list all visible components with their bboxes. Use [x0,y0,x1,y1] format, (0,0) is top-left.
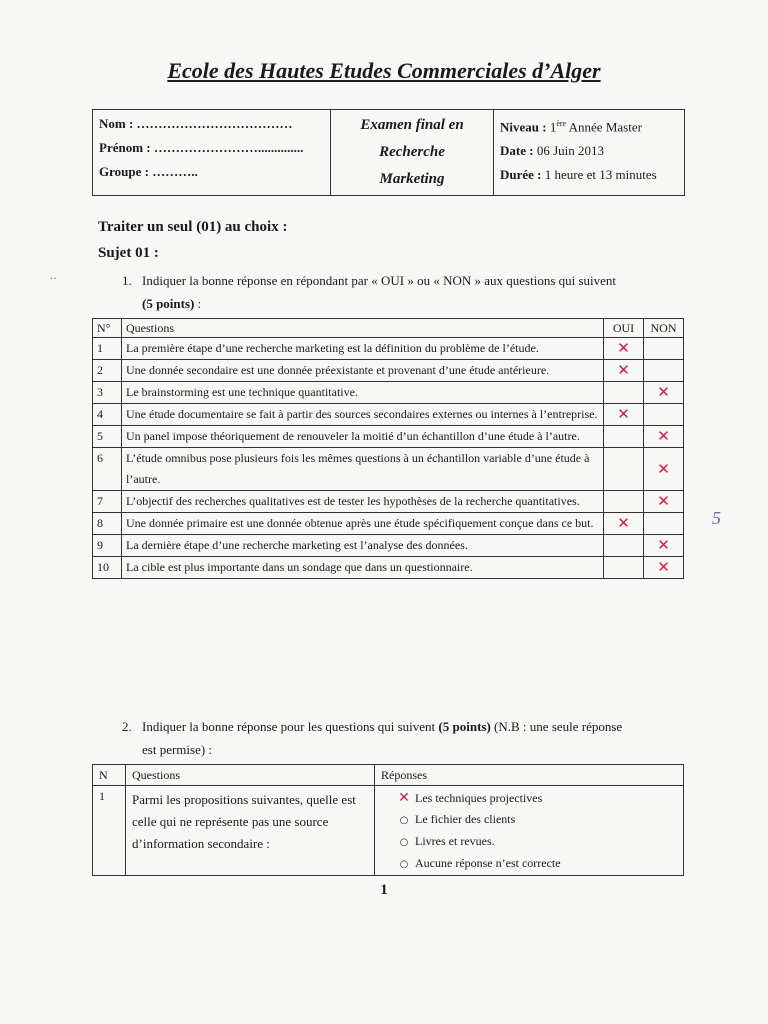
radio-circle-icon[interactable]: ○ [399,859,409,870]
col-header-number: N° [93,319,122,338]
niveau-line: Niveau : 1ère Année Master [500,119,642,135]
row-question: Une étude documentaire se fait à partir des sources secondaires externes ou internes à l’entreprise. [122,404,604,426]
oui-checkbox[interactable] [604,448,644,491]
row-number: 5 [93,426,122,448]
row-question: L’objectif des recherches qualitatives est de tester les hypothèses de la recherche quantitatives. [122,491,604,513]
non-checkbox[interactable]: ✕ [644,382,684,404]
row-question: Une donnée primaire est une donnée obtenue après une étude spécifiquement conçue dans ce but. [122,513,604,535]
row-number: 8 [93,513,122,535]
mcq-options [375,786,684,876]
subject-heading: Sujet 01 : [98,245,159,261]
non-checkbox[interactable]: ✕ [644,557,684,579]
radio-circle-icon[interactable]: ○ [399,815,409,826]
row-number: 1 [93,338,122,360]
row-question: La première étape d’une recherche marketing est la définition du problème de l’étude. [122,338,604,360]
table-row [93,557,684,579]
oui-checkbox[interactable] [604,382,644,404]
table-row [93,535,684,557]
row-number: 10 [93,557,122,579]
margin-dots: ·· [50,274,57,285]
table-row [93,404,684,426]
oui-checkbox[interactable]: ✕ [604,404,644,426]
option-item[interactable] [393,788,677,809]
row-question: La cible est plus importante dans un sondage que dans un questionnaire. [122,557,604,579]
groupe-field: Groupe : ……….. [99,164,198,179]
prenom-field: Prénom : …………………….............. [99,140,304,155]
table-row [93,491,684,513]
table-row [93,448,684,491]
page-title: Ecole des Hautes Etudes Commerciales d’Alger [167,58,601,83]
table-row [93,382,684,404]
option-label: Livres et revues. [415,834,495,848]
option-label: Les techniques projectives [415,791,543,805]
row-question: L’étude omnibus pose plusieurs fois les mêmes questions à un échantillon variable d’une étude à l’autre. [122,448,604,491]
question-1-prompt: 1. Indiquer la bonne réponse en répondant par « OUI » ou « NON » aux questions qui suivent [122,273,617,288]
non-checkbox[interactable] [644,360,684,382]
question-2-prompt: 2. Indiquer la bonne réponse pour les questions qui suivent (5 points) (N.B : une seule réponse [122,719,623,734]
col-header-questions: Questions [122,319,604,338]
non-checkbox[interactable] [644,404,684,426]
question-2-prompt-cont: est permise) : [142,742,213,757]
oui-checkbox[interactable] [604,535,644,557]
oui-checkbox[interactable] [604,426,644,448]
option-label: Le fichier des clients [415,812,516,826]
non-checkbox[interactable]: ✕ [644,426,684,448]
margin-grade-note: 5 [712,508,721,528]
table-row [93,786,684,876]
row-number: 7 [93,491,122,513]
exam-title-line2: Recherche [379,144,445,160]
radio-circle-icon[interactable]: ○ [399,837,409,848]
oui-checkbox[interactable]: ✕ [604,360,644,382]
exam-header-table [92,109,685,196]
table-row [93,426,684,448]
non-checkbox[interactable]: ✕ [644,448,684,491]
mcq-table-header [93,765,684,786]
option-item[interactable] [393,809,677,831]
oui-checkbox[interactable] [604,491,644,513]
mcq-col-questions: Questions [126,765,375,786]
row-number: 6 [93,448,122,491]
oui-checkbox[interactable] [604,557,644,579]
duree-line: Durée : 1 heure et 13 minutes [500,167,657,183]
table-row [93,338,684,360]
option-item[interactable] [393,831,677,853]
option-item[interactable] [393,853,677,875]
row-question: Une donnée secondaire est une donnée préexistante et provenant d’une étude antérieure. [122,360,604,382]
row-question: La dernière étape d’une recherche marketing est l’analyse des données. [122,535,604,557]
col-header-non: NON [644,319,684,338]
non-checkbox[interactable]: ✕ [644,491,684,513]
mcq-row-number: 1 [93,786,126,876]
non-checkbox[interactable] [644,513,684,535]
instruction-heading: Traiter un seul (01) au choix : [98,219,288,235]
date-line: Date : 06 Juin 2013 [500,143,604,159]
row-number: 2 [93,360,122,382]
row-question: Un panel impose théoriquement de renouveler la moitié d’un échantillon d’une étude à l’autre. [122,426,604,448]
row-number: 3 [93,382,122,404]
page-number: 1 [380,882,388,898]
col-header-oui: OUI [604,319,644,338]
non-checkbox[interactable] [644,338,684,360]
row-number: 4 [93,404,122,426]
mcq-table [92,764,684,876]
oui-checkbox[interactable]: ✕ [604,338,644,360]
oui-checkbox[interactable]: ✕ [604,513,644,535]
student-info-cell [93,110,331,196]
nom-field: Nom : ……………………………… [99,116,293,131]
option-label: Aucune réponse n’est correcte [415,856,561,870]
exam-title-cell [331,110,494,196]
mcq-col-responses: Réponses [375,765,684,786]
exam-meta-cell [494,110,685,196]
table-row [93,360,684,382]
row-question: Le brainstorming est une technique quantitative. [122,382,604,404]
yes-no-table [92,318,684,579]
row-number: 9 [93,535,122,557]
question-1-points: (5 points) : [142,296,202,311]
non-checkbox[interactable]: ✕ [644,535,684,557]
mcq-question-text: Parmi les propositions suivantes, quelle est celle qui ne représente pas une source d’information secondaire : [126,786,375,876]
mcq-col-number: N [93,765,126,786]
checked-mark-icon[interactable]: ✕ [398,790,410,806]
exam-title-line3: Marketing [379,171,445,187]
exam-title-line1: Examen final en [360,117,464,133]
table-row [93,513,684,535]
yes-no-table-header [93,319,684,338]
